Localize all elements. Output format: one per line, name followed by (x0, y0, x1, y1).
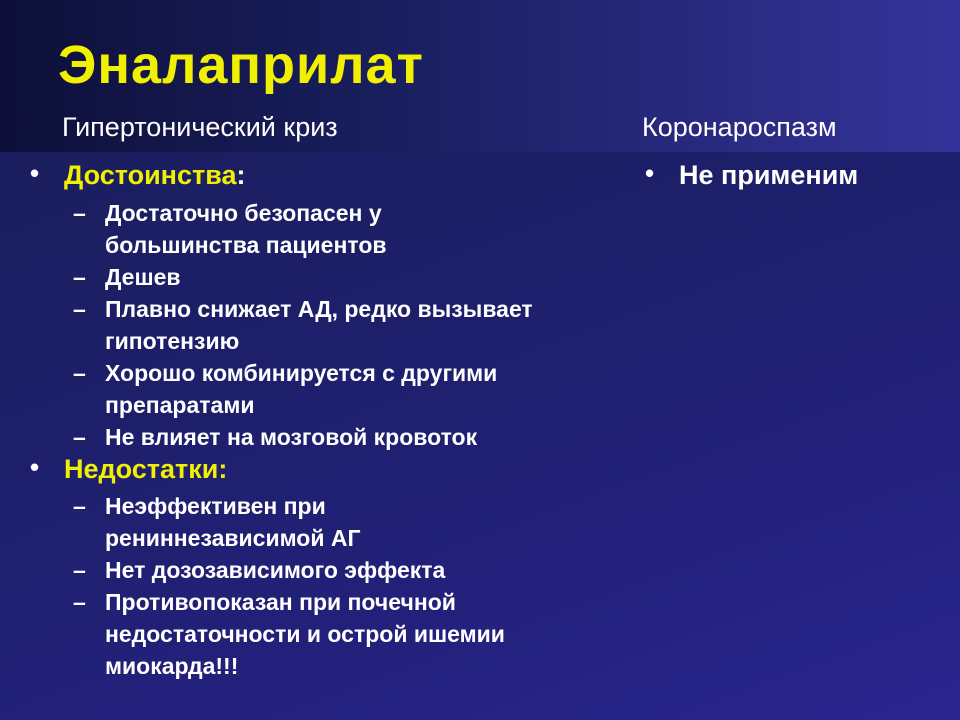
list-item-line: большинства пациентов (105, 232, 387, 258)
advantages-list (73, 197, 533, 453)
list-item-line: Противопоказан при почечной (105, 589, 456, 615)
list-item-line: Дешев (105, 264, 181, 290)
list-item-line: миокарда!!! (105, 653, 239, 679)
advantages-label: Достоинства (64, 160, 237, 190)
bullet-icon: • (645, 158, 655, 188)
list-item-line: препаратами (105, 392, 255, 418)
list-item (73, 586, 505, 682)
bullet-icon: • (30, 452, 40, 482)
list-item-line: Плавно снижает АД, редко вызывает (105, 296, 533, 322)
left-column-heading: Гипертонический криз (62, 112, 338, 142)
advantages-bullet (30, 158, 246, 191)
list-item-line: Нет дозозависимого эффекта (105, 557, 446, 583)
disadvantages-label: Недостатки: (64, 454, 228, 484)
list-item-line: Неэффективен при (105, 493, 326, 519)
dash-icon: – (73, 424, 86, 450)
dash-icon: – (73, 589, 86, 615)
bullet-icon: • (30, 158, 40, 188)
advantages-colon: : (236, 160, 246, 190)
list-item (73, 554, 505, 586)
dash-icon: – (73, 296, 86, 322)
disadvantages-bullet (30, 452, 228, 485)
dash-icon: – (73, 264, 86, 290)
dash-icon: – (73, 493, 86, 519)
right-column-heading: Коронароспазм (642, 112, 837, 142)
disadvantages-list (73, 490, 505, 682)
list-item-line: гипотензию (105, 328, 240, 354)
list-item (73, 421, 533, 453)
list-item-line: недостаточности и острой ишемии (105, 621, 505, 647)
dash-icon: – (73, 557, 86, 583)
list-item-line: рениннезависимой АГ (105, 525, 361, 551)
list-item-line: Хорошо комбинируется с другими (105, 360, 498, 386)
list-item (73, 197, 533, 261)
list-item (73, 357, 533, 421)
list-item-line: Не влияет на мозговой кровоток (105, 424, 478, 450)
list-item (73, 261, 533, 293)
right-column-item: Не применим (679, 160, 859, 190)
slide-title: Эналаприлат (58, 35, 424, 95)
dash-icon: – (73, 360, 86, 386)
dash-icon: – (73, 200, 86, 226)
list-item-line: Достаточно безопасен у (105, 200, 382, 226)
list-item (73, 490, 505, 554)
list-item (73, 293, 533, 357)
right-column-bullet (645, 158, 859, 191)
